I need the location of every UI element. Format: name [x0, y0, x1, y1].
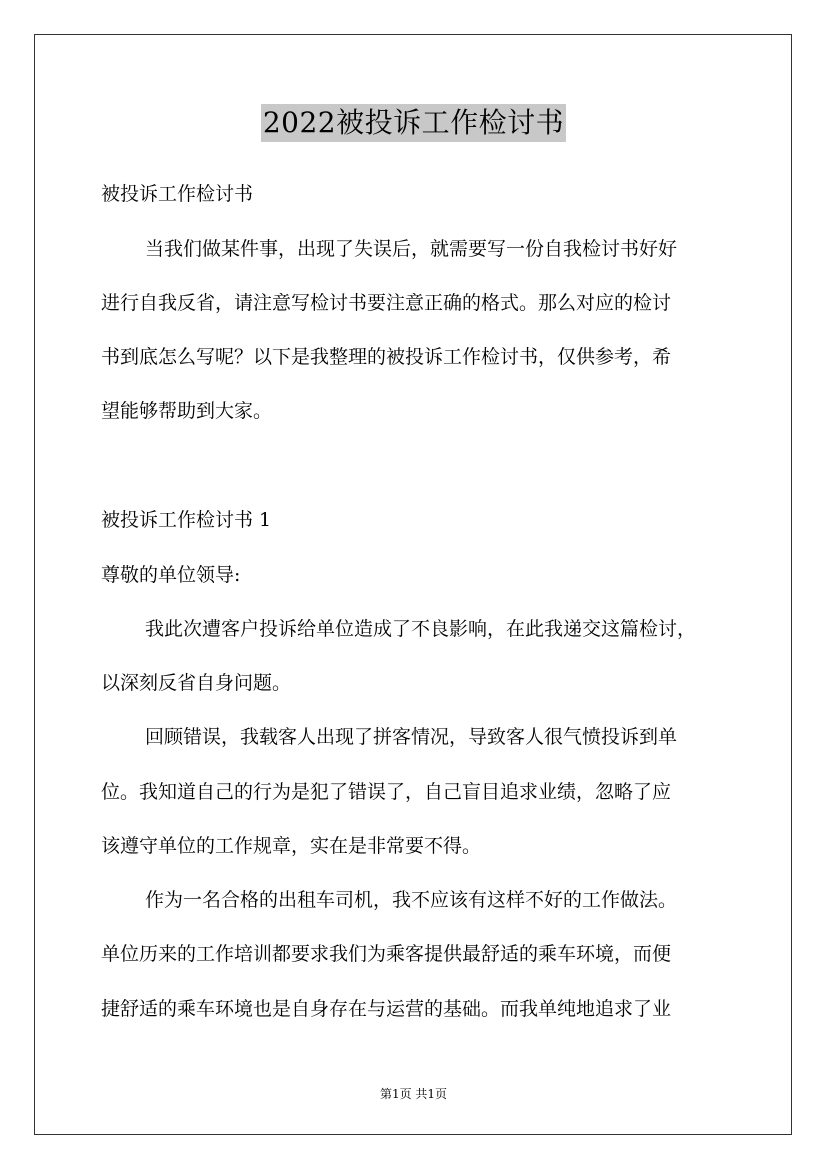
paragraph-line: 以深刻反省自身问题。 [101, 672, 292, 694]
paragraph-line: 捷舒适的乘车环境也是自身存在与运营的基础。而我单纯地追求了业 [101, 998, 672, 1020]
paragraph-line: 单位历来的工作培训都要求我们为乘客提供最舒适的乘车环境，而便 [101, 943, 672, 965]
paragraph-line: 进行自我反省，请注意写检讨书要注意正确的格式。那么对应的检讨 [101, 292, 672, 314]
paragraph-line: 书到底怎么写呢？以下是我整理的被投诉工作检讨书，仅供参考，希 [101, 346, 672, 368]
paragraph-line: 作为一名合格的出租车司机，我不应该有这样不好的工作做法。 [145, 889, 678, 911]
paragraph-line: 位。我知道自己的行为是犯了错误了，自己盲目追求业绩，忽略了应 [101, 781, 672, 803]
paragraph-line: 望能够帮助到大家。 [101, 400, 273, 422]
salutation: 尊敬的单位领导: [101, 564, 241, 586]
paragraph-line: 我此次遭客户投诉给单位造成了不良影响，在此我递交这篇检讨， [145, 618, 697, 640]
paragraph-line: 该遵守单位的工作规章，实在是非常要不得。 [101, 835, 482, 857]
paragraph-line: 回顾错误，我载客人出现了拼客情况，导致客人很气愤投诉到单 [145, 726, 678, 748]
page-footer: 第1页 共1页 [379, 1087, 448, 1101]
section-heading: 被投诉工作检讨书 1 [101, 509, 272, 531]
document-title: 2022被投诉工作检讨书 [261, 104, 566, 142]
paragraph-line: 当我们做某件事，出现了失误后，就需要写一份自我检讨书好好 [145, 238, 678, 260]
section-heading: 被投诉工作检讨书 [101, 183, 254, 205]
title-container [0, 104, 827, 142]
